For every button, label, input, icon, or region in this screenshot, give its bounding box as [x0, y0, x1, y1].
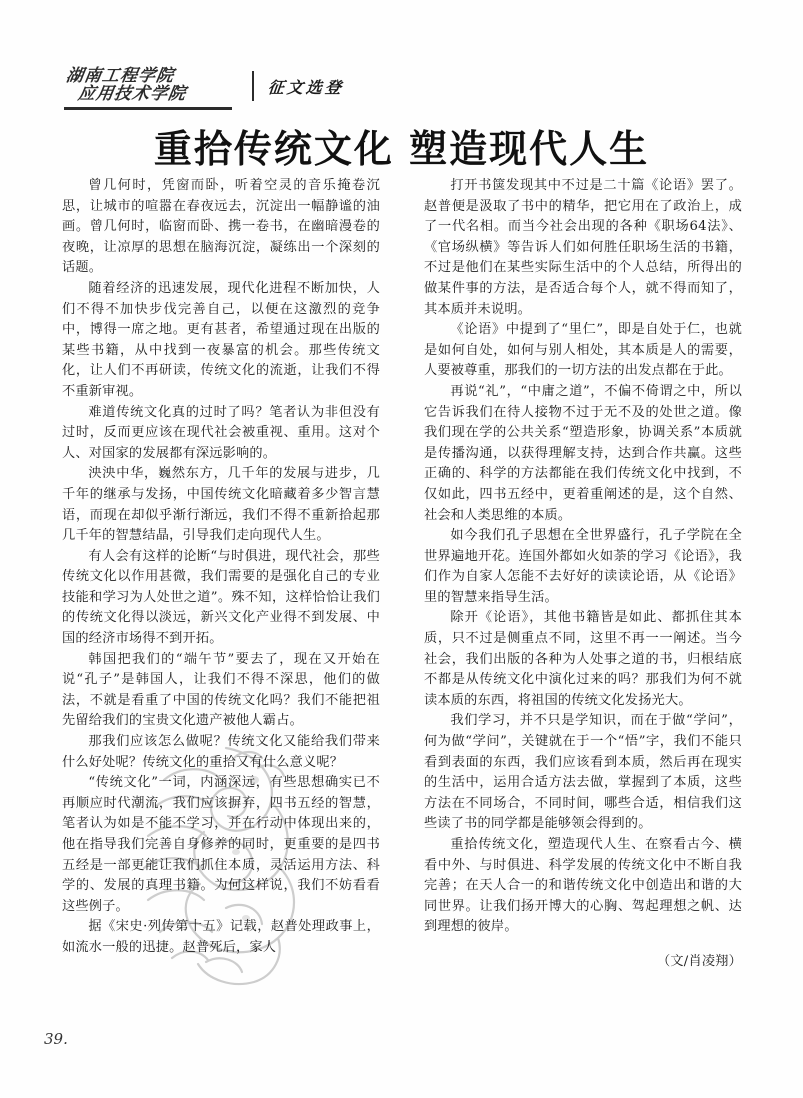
paragraph: 据《宋史·列传第十五》记载，赵普处理政事上，如流水一般的迅捷。赵普死后，家人 [62, 919, 380, 955]
vertical-divider-icon [252, 71, 254, 101]
page-number: 39. [44, 1030, 68, 1048]
article-body [62, 176, 742, 986]
paragraph: 再说“礼”，“中庸之道”，不偏不倚谓之中，所以它告诉我们在待人接物不过于无不及的处世之道。像我们现在学的公共关系“塑造形象，协调关系”本质就是传播沟通，以获得理解支持，达到合作共赢。这些正确的、科学的方法都能在我们传统文化中找到，不仅如此，四书五经中，更着重阐述的是，这个自然、社会和人类思维的本质。 [424, 383, 742, 523]
institution-name-line1: 湖南工程学院 [64, 66, 176, 87]
paragraph: 那我们应该怎么做呢？传统文化又能给我们带来什么好处呢？传统文化的重拾又有什么意义呢？ [62, 734, 380, 770]
paragraph: 难道传统文化真的过时了吗？笔者认为非但没有过时，反而更应该在现代社会被重视、重用。这对个人、对国家的发展都有深远影响的。 [62, 404, 380, 461]
paragraph: 除开《论语》，其他书籍皆是如此、都抓住其本质，只不过是侧重点不同，这里不再一一阐述。当今社会，我们出版的各种为人处事之道的书，归根结底不都是从传统文化中演化过来的吗？那我们为何不就读本质的东西，将祖国的传统文化发扬光大。 [424, 610, 742, 708]
paragraph: 泱泱中华，巍然东方，几千年的发展与进步，几千年的继承与发扬，中国传统文化暗藏着多少智言慧语，而现在却似乎渐行渐远，我们不得不重新拾起那几千年的智慧结晶，引导我们走向现代人生。 [62, 466, 380, 544]
section-tag: 征文选登 [266, 77, 345, 97]
paragraph: 曾几何时，凭窗而卧，听着空灵的音乐掩卷沉思，让城市的喧嚣在春夜远去，沉淀出一幅静谧的油画。曾几何时，临窗而卧、携一卷书，在幽暗漫卷的夜晚，让凉厚的思想在脑海沉淀，凝练出一个深刻的话题。 [62, 178, 380, 276]
page-title: 重拾传统文化 塑造现代人生 [153, 127, 650, 171]
paragraph: 韩国把我们的“端午节”要去了，现在又开始在说“孔子”是韩国人，让我们不得不深思，他们的做法，不就是看重了中国的传统文化吗？我们不能把祖先留给我们的宝贵文化遗产被他人霸占。 [62, 651, 380, 729]
paragraph: “传统文化”一词，内涵深远，有些思想确实已不再顺应时代潮流，我们应该摒弃，四书五经的智慧，笔者认为如是不能不学习，并在行动中体现出来的，他在指导我们完善自身修养的同时，更重要的是四书五经是一部更能让我们抓住本质，灵活运用方法、科学的、发展的真理书籍。为何这样说，我们不妨看看这些例子。 [62, 775, 380, 914]
logo-underline [64, 107, 232, 110]
paragraph: 如今我们孔子思想在全世界盛行，孔子学院在全世界遍地开花。连国外都如火如荼的学习《论语》，我们作为自家人怎能不去好好的读读论语，从《论语》里的智慧来指导生活。 [424, 528, 742, 605]
article-signature: （文/肖凌翔） [657, 953, 742, 969]
right-column [424, 176, 742, 986]
left-column [62, 176, 380, 986]
institution-name-line2: 应用技术学院 [76, 84, 188, 104]
paragraph: 打开书箧发现其中不过是二十篇《论语》罢了。赵普便是汲取了书中的精华，把它用在了政治上，成了一代名相。而当今社会出现的各种《职场64法》、《官场纵横》等告诉人们如何胜任职场生活的书籍，不过是他们在某些实际生活中的个人总结，所得出的做某件事的方法，是否适合每个人，就不得而知了，其本质并未说明。 [424, 178, 742, 317]
masthead [62, 62, 382, 110]
paragraph: 重拾传统文化，塑造现代人生、在察看古今、横看中外、与时俱进、科学发展的传统文化中不断自我完善；在天人合一的和谐传统文化中创造出和谐的大同世界。让我们扬开博大的心胸、驾起理想之帆、达到理想的彼岸。 [424, 837, 742, 935]
paragraph: 我们学习，并不只是学知识，而在于做“学问”，何为做“学问”，关键就在于一个“悟”字，我们不能只看到表面的东西，我们应该看到本质，然后再在现实的生活中，运用合适方法去做，掌握到了本质，这些方法在不同场合，不同时间，哪些合适，相信我们这些读了书的同学都是能够领会得到的。 [424, 713, 742, 832]
paragraph: 随着经济的迅速发展，现代化进程不断加快，人们不得不加快步伐完善自己，以便在这激烈的竞争中，博得一席之地。更有甚者，希望通过现在出版的某些书籍，从中找到一夜暴富的机会。那些传统文化，让人们不再研读，传统文化的流逝，让我们不得不重新审视。 [62, 280, 380, 399]
institution-logo [62, 63, 234, 109]
paragraph: 有人会有这样的论断“与时俱进，现代社会，那些传统文化以作用甚微，我们需要的是强化自己的专业技能和学习为人处世之道”。殊不知，这样恰恰让我们的传统文化得以淡远，新兴文化产业得不到发展、中国的经济市场得不到开拓。 [62, 548, 380, 647]
paragraph: 《论语》中提到了“里仁”，即是自处于仁，也就是如何自处，如何与别人相处，其本质是人的需要，人要被尊重，那我们的一切方法的出发点都在于此。 [424, 322, 742, 379]
